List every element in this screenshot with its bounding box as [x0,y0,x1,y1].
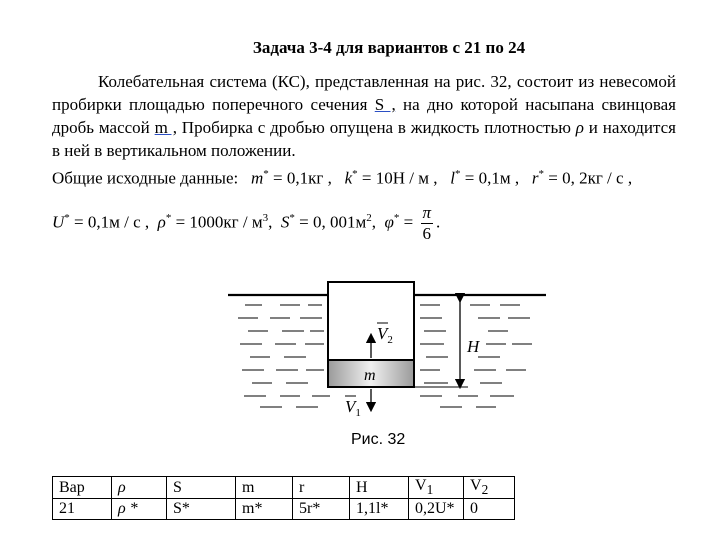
variants-table [52,476,515,520]
table-cell: 0,2U* [409,499,464,520]
table-header-row [53,477,515,499]
table-cell: 5r* [293,499,350,520]
task-title: Задача 3-4 для вариантов с 21 по 24 [252,38,526,57]
figure-caption: Рис. 32 [351,431,406,448]
table-cell: 21 [53,499,112,520]
v1-label: $V_1$ [345,397,361,419]
given-data-line-2: U* = 0,1м / с , $\rho^* = 1000кг / м^3$, S* = 0, $001м^2$, φ* = $\frac{\pi}{6}$ . [52,203,441,243]
depth-label: H [467,337,480,356]
table-cell: ρ * [112,499,167,520]
v2-label: $V_2$ [377,324,393,346]
mass-symbol: m , [154,118,177,137]
given-data-line-1: Общие исходные данные: m* = 0,1кг , k* = 10Н / м , l* = 0,1м , r* = 0, 2кг / с , [52,168,633,188]
table-cell: 1,1l* [350,499,409,520]
table-header: m [236,477,293,499]
table-cell: S* [167,499,236,520]
area-symbol: S , [374,95,396,114]
table-header: S [167,477,236,499]
mass-label: m [364,367,376,384]
table-header: $V_2$ [464,477,515,499]
phi-fraction: $\frac{\pi}{6}$ [422,203,432,243]
table-header: $V_1$ [409,477,464,499]
problem-description: Колебательная система (КС), представленная на рис. 32, состоит из невесомой пробирки площадью поперечного сечения S , на дно которой насыпана свинцовая дробь массой m , Пробирка с дробью опущена в жидкость плотностью ρ и находится в ней в вертикальном положении. [52,72,676,160]
table-header: ρ [112,477,167,499]
table-header: r [293,477,350,499]
table-row [53,499,515,520]
density-symbol: ρ [575,118,584,137]
table-cell: m* [236,499,293,520]
table-header: Вар [53,477,112,499]
table-cell: 0 [464,499,515,520]
table-header: H [350,477,409,499]
